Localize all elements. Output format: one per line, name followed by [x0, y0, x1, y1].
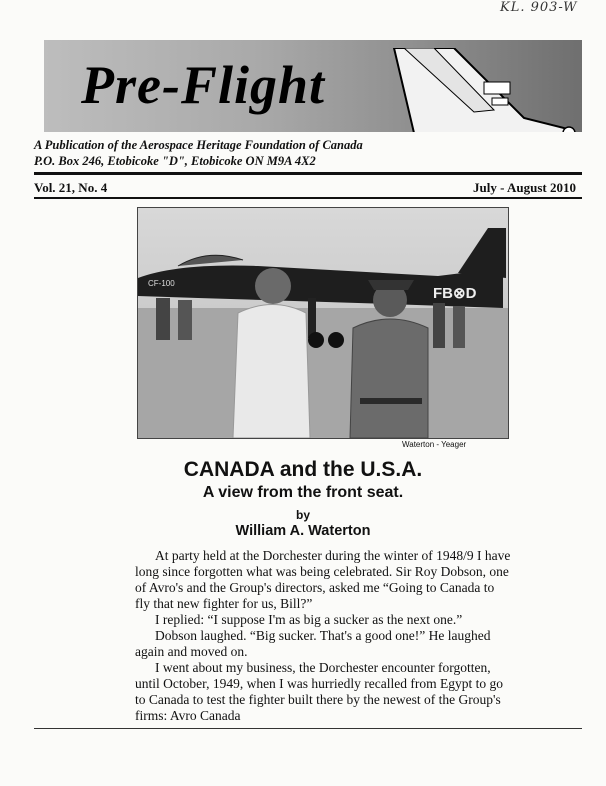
article-title: CANADA and the U.S.A.	[183, 458, 423, 481]
article-body	[135, 548, 511, 724]
article-subtitle: A view from the front seat.	[202, 484, 404, 501]
paragraph: I went about my business, the Dorchester encounter forgotten, until October, 1949, when I was hurriedly recalled from Egypt to go to Canada to test the fighter built there by the newest of the Group's firms: Avro Canada	[135, 660, 503, 723]
masthead	[44, 40, 582, 132]
handwritten-note: KL. 903-W	[500, 0, 578, 15]
paragraph: At party held at the Dorchester during the winter of 1948/9 I have long since forgotten what was being celebrated. Sir Roy Dobson, one of Avro's and the Group's directors, asked me “Going to Canada to fly that new fighter for us, Bill?”	[135, 548, 511, 611]
masthead-title: Pre-Flight	[81, 55, 326, 115]
publication-address: P.O. Box 246, Etobicoke "D", Etobicoke ON M9A 4X2	[34, 154, 316, 168]
publication-info	[34, 137, 474, 169]
footer-rule	[34, 728, 582, 729]
paragraph: Dobson laughed. “Big sucker. That's a good one!” He laughed again and moved on.	[135, 628, 491, 659]
volume-number: Vol. 21, No. 4	[34, 180, 108, 195]
photo-illustration	[138, 208, 508, 438]
issue-date: July - August 2010	[473, 180, 576, 195]
issue-rule	[34, 197, 582, 199]
photo-caption: Waterton - Yeager	[402, 440, 467, 449]
header-rule	[34, 172, 582, 175]
nose-marking: CF-100	[148, 279, 175, 288]
article-by: by	[295, 508, 310, 522]
tail-marking: FB⊗D	[433, 285, 477, 302]
article-author: William A. Waterton	[235, 523, 371, 539]
jet-illustration	[374, 48, 582, 132]
paragraph: I replied: “I suppose I'm as big a sucker as the next one.”	[155, 612, 463, 627]
publication-line: A Publication of the Aerospace Heritage Foundation of Canada	[34, 138, 363, 152]
photo-waterton-yeager	[137, 207, 509, 439]
